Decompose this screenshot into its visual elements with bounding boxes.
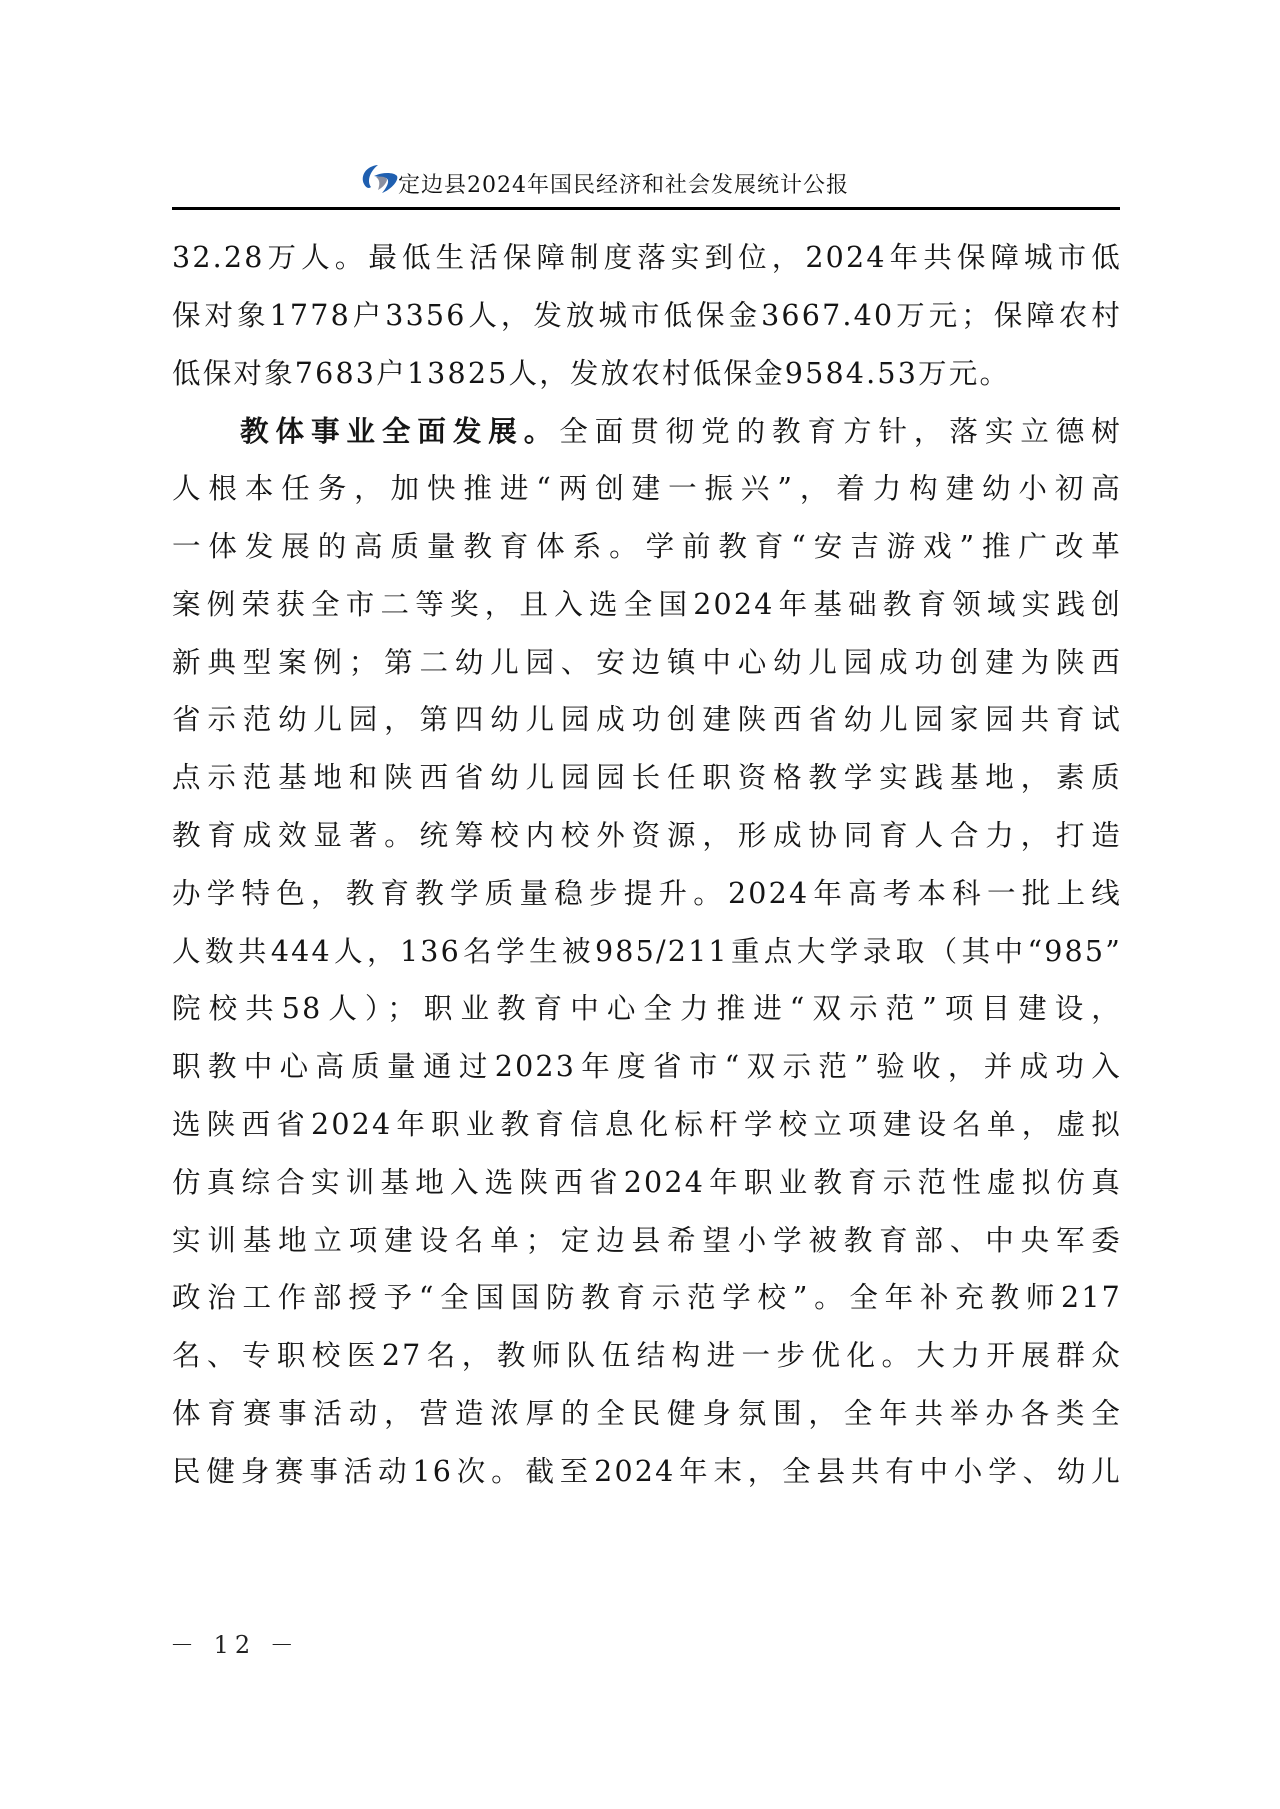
report-title: 定边县2024年国民经济和社会发展统计公报: [398, 173, 849, 198]
text-line: 办学特色，教育教学质量稳步提升。2024年高考本科一批上线: [172, 876, 1122, 910]
text-line: 政治工作部授予“全国国防教育示范学校”。全年补充教师217: [172, 1281, 1122, 1315]
text-line: 一体发展的高质量教育体系。学前教育“安吉游戏”推广改革: [172, 529, 1122, 563]
paragraph-heading: 教体事业全面发展。: [240, 414, 560, 449]
text-line: 低保对象7683户13825人，发放农村低保金9584.53万元。: [172, 356, 1011, 390]
page-number: － 12 －: [170, 1631, 300, 1659]
text-line: 新典型案例；第二幼儿园、安边镇中心幼儿园成功创建为陕西: [172, 645, 1122, 679]
text-line: 人根本任务，加快推进“两创建一振兴”，着力构建幼小初高: [172, 472, 1122, 506]
text-line: 教育成效显著。统筹校内校外资源，形成协同育人合力，打造: [172, 818, 1122, 852]
text-line: 职教中心高质量通过2023年度省市“双示范”验收，并成功入: [172, 1050, 1122, 1084]
text-line: 选陕西省2024年职业教育信息化标杆学校立项建设名单，虚拟: [172, 1107, 1122, 1141]
text-line: 保对象1778户3356人，发放城市低保金3667.40万元；保障农村: [172, 298, 1122, 332]
text-line: 仿真综合实训基地入选陕西省2024年职业教育示范性虚拟仿真: [172, 1165, 1122, 1199]
text-span: 全面贯彻党的教育方针，落实立德树: [559, 415, 1122, 449]
text-line: 案例荣获全市二等奖，且入选全国2024年基础教育领域实践创: [172, 587, 1122, 621]
text-line: 院校共58人）；职业教育中心全力推进“双示范”项目建设，: [172, 992, 1122, 1026]
text-line: 人数共444人，136名学生被985/211重点大学录取（其中“985”: [172, 934, 1122, 968]
text-line: 体育赛事活动，营造浓厚的全民健身氛围，全年共举办各类全: [172, 1396, 1122, 1430]
page-header: [172, 160, 1120, 208]
text-line: 实训基地立项建设名单；定边县希望小学被教育部、中央军委: [172, 1223, 1122, 1257]
statistics-bureau-logo-icon: [360, 162, 400, 196]
header-rule: [172, 207, 1120, 210]
paragraph-first-line: [172, 411, 1122, 469]
text-line: 点示范基地和陕西省幼儿园园长任职资格教学实践基地，素质: [172, 761, 1122, 795]
document-body: [172, 238, 1122, 1510]
text-line: 省示范幼儿园，第四幼儿园成功创建陕西省幼儿园家园共育试: [172, 703, 1122, 737]
text-line: 32.28万人。最低生活保障制度落实到位，2024年共保障城市低: [172, 241, 1122, 274]
text-line: 民健身赛事活动16次。截至2024年末，全县共有中小学、幼儿: [172, 1454, 1122, 1488]
text-line: 名、专职校医27名，教师队伍结构进一步优化。大力开展群众: [172, 1339, 1122, 1373]
